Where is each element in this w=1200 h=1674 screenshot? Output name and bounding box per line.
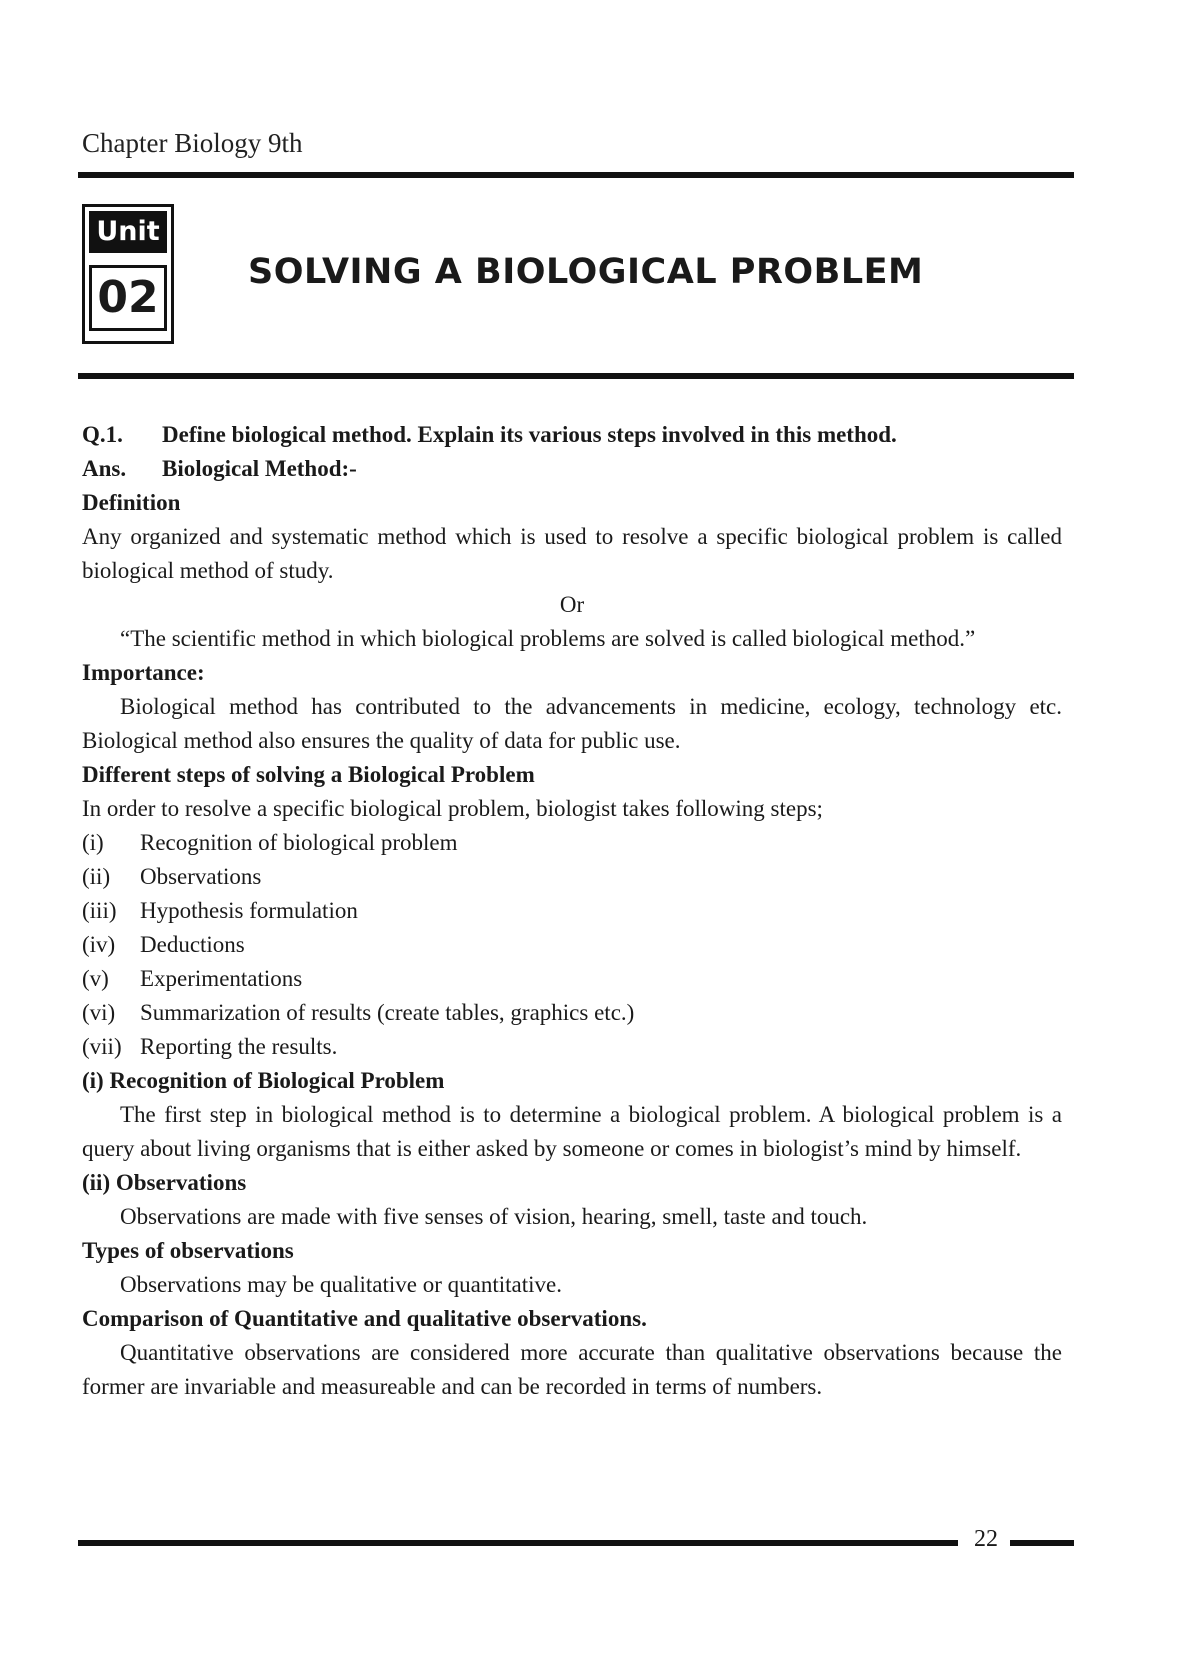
running-header: Chapter Biology 9th [82, 128, 303, 158]
question-line [82, 418, 1062, 452]
definition-text: Any organized and systematic method which is used to resolve a specific biological problem is called biological method of study. [82, 524, 1062, 583]
definition-heading: Definition [82, 490, 181, 515]
list-item: (iii) Hypothesis formulation [82, 898, 358, 923]
answer-line [82, 452, 1062, 486]
observations-text: Observations are made with five senses of vision, hearing, smell, taste and touch. [120, 1204, 868, 1229]
recognition-text: The first step in biological method is to determine a biological problem. A biological problem is a query about living organisms that is either asked by someone or comes in biologist’s mind by himself. [82, 1102, 1062, 1161]
list-item: (v) Experimentations [82, 966, 303, 991]
types-heading: Types of observations [82, 1238, 294, 1263]
list-item: (i) Recognition of biological problem [82, 830, 458, 855]
question-text: Define biological method. Explain its various steps involved in this method. [162, 422, 897, 447]
types-text: Observations may be qualitative or quantitative. [120, 1272, 562, 1297]
header-rule [78, 172, 1074, 178]
answer-label: Ans. [82, 456, 127, 481]
footer-rule-left [78, 1540, 958, 1546]
comparison-text: Quantitative observations are considered more accurate than qualitative observations because the former are invariable and measureable and can be recorded in terms of numbers. [82, 1340, 1062, 1399]
question-label: Q.1. [82, 422, 123, 447]
unit-badge [82, 204, 174, 344]
comparison-heading: Comparison of Quantitative and qualitative observations. [82, 1306, 647, 1331]
or-separator: Or [559, 592, 585, 617]
importance-heading: Importance: [82, 660, 205, 685]
importance-text: Biological method has contributed to the advancements in medicine, ecology, technology etc. Biological method also ensures the quality of data for public use. [82, 694, 1062, 753]
observations-heading: (ii) Observations [82, 1170, 247, 1195]
page-content [82, 418, 1062, 1404]
definition-quote: “The scientific method in which biological problems are solved is called biological method.” [120, 626, 976, 651]
unit-label: Unit [89, 211, 167, 253]
list-item: (vii) Reporting the results. [82, 1034, 338, 1059]
footer-rule-right [1010, 1540, 1074, 1546]
unit-number: 02 [89, 265, 167, 331]
page-number: 22 [974, 1526, 998, 1552]
unit-title: SOLVING A BIOLOGICAL PROBLEM [248, 252, 924, 292]
steps-heading: Different steps of solving a Biological Problem [82, 762, 535, 787]
steps-intro: In order to resolve a specific biological problem, biologist takes following steps; [82, 796, 823, 821]
steps-list [82, 826, 1062, 1064]
recognition-heading: (i) Recognition of Biological Problem [82, 1068, 445, 1093]
list-item: (ii) Observations [82, 864, 262, 889]
list-item: (iv) Deductions [82, 932, 245, 957]
answer-title: Biological Method:- [162, 456, 357, 481]
title-rule [78, 373, 1074, 379]
list-item: (vi) Summarization of results (create tables, graphics etc.) [82, 1000, 635, 1025]
